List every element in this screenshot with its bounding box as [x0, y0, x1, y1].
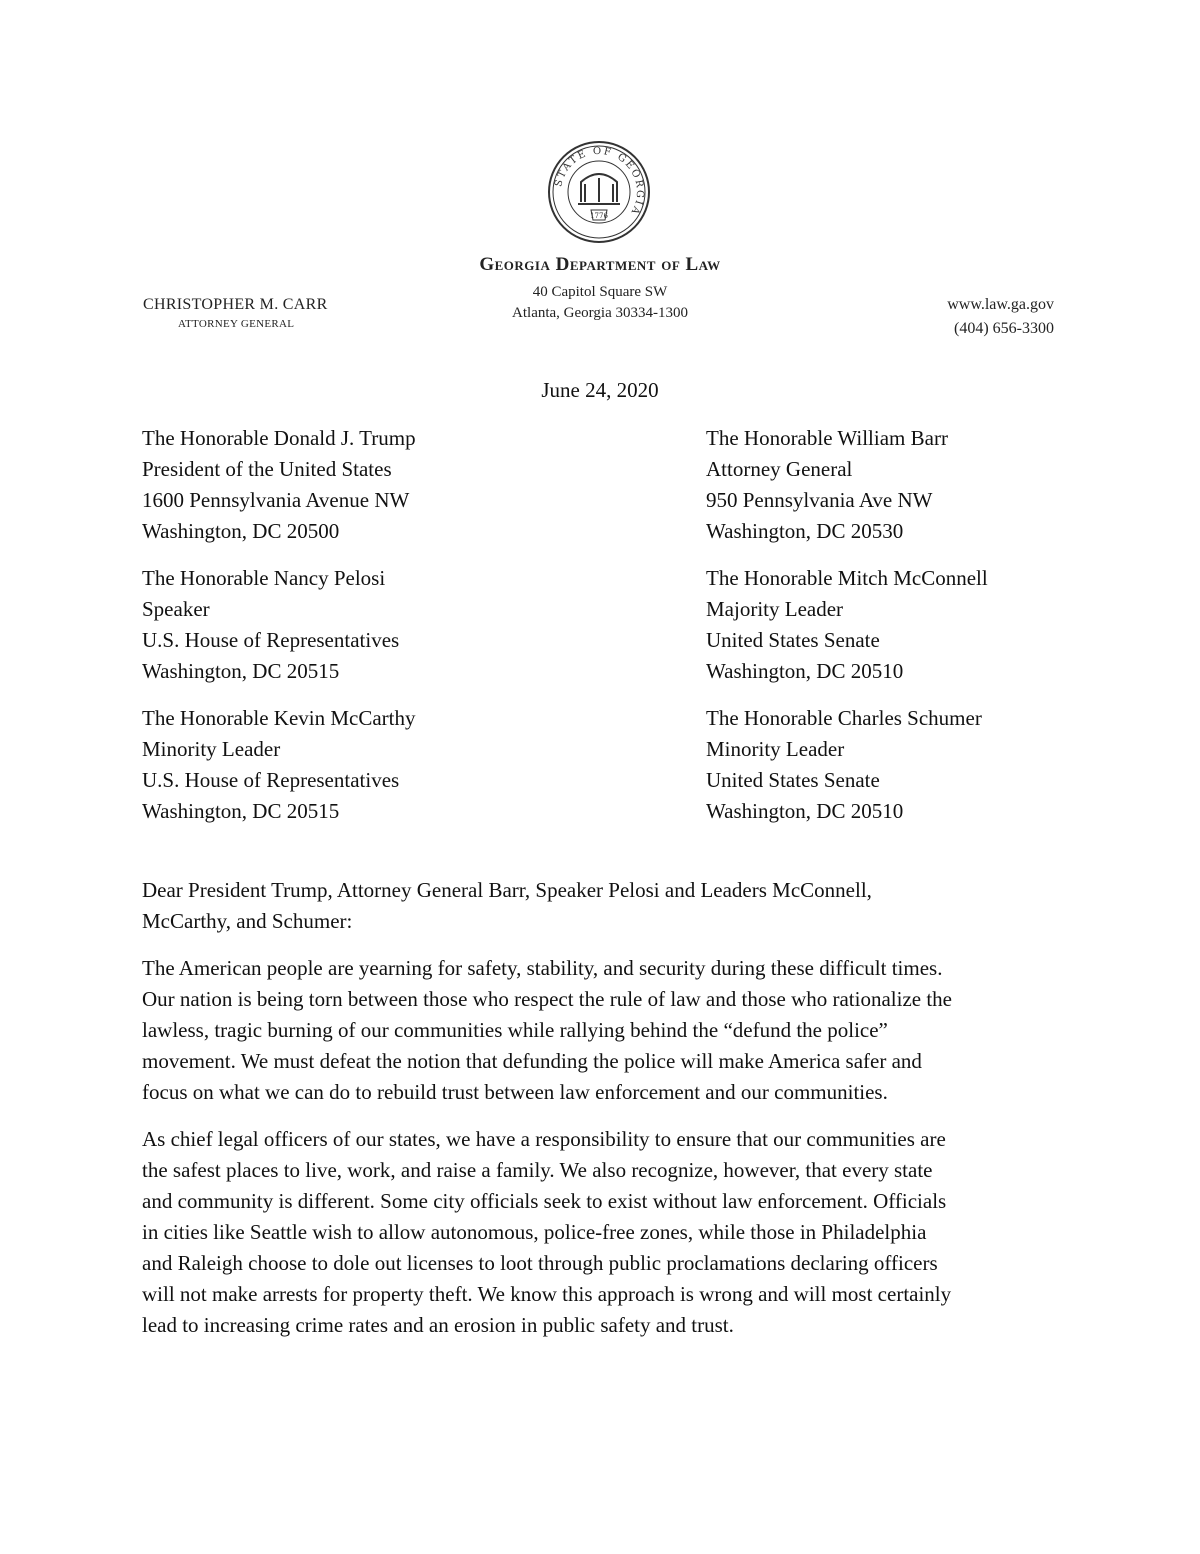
recipient-block	[706, 423, 948, 547]
paragraph-line: movement. We must defeat the notion that defunding the police will make America safer and	[142, 1049, 922, 1073]
recipient-line: Attorney General	[706, 457, 853, 481]
recipient-line: Washington, DC 20510	[706, 799, 904, 823]
svg-text:STATE OF GEORGIA: STATE OF GEORGIA	[553, 145, 646, 218]
recipient-line: The Honorable William Barr	[706, 426, 948, 450]
paragraph-line: lead to increasing crime rates and an erosion in public safety and trust.	[142, 1313, 734, 1337]
paragraph-line: lawless, tragic burning of our communities while rallying behind the “defund the police”	[142, 1018, 888, 1042]
recipient-block	[706, 563, 988, 687]
recipient-line: 1600 Pennsylvania Avenue NW	[142, 488, 410, 512]
recipient-block	[706, 703, 982, 827]
recipient-line: Minority Leader	[706, 737, 845, 761]
recipient-block	[142, 563, 399, 687]
recipient-line: Majority Leader	[706, 597, 844, 621]
salutation-line: McCarthy, and Schumer:	[142, 909, 353, 933]
recipient-line: President of the United States	[142, 457, 392, 481]
website-link[interactable]: www.law.ga.gov	[947, 296, 1054, 313]
state-seal-logo	[547, 140, 651, 244]
recipient-block	[142, 423, 416, 547]
recipient-line: 950 Pennsylvania Ave NW	[706, 488, 933, 512]
recipient-line: U.S. House of Representatives	[142, 628, 400, 652]
department-name: Georgia Department of Law	[479, 254, 721, 275]
recipient-line: Washington, DC 20515	[142, 659, 340, 683]
recipient-block	[142, 703, 416, 827]
recipient-line: Washington, DC 20515	[142, 799, 340, 823]
paragraph-line: focus on what we can do to rebuild trust between law enforcement and our communities.	[142, 1080, 888, 1104]
recipient-line: Speaker	[142, 597, 210, 621]
recipient-line: The Honorable Mitch McConnell	[706, 566, 988, 590]
paragraph-line: will not make arrests for property theft. We know this approach is wrong and will most certainly	[142, 1282, 952, 1306]
svg-text:1776: 1776	[590, 212, 608, 220]
attorney-general-name: CHRISTOPHER M. CARR	[143, 296, 328, 313]
address-line-1: 40 Capitol Square SW	[532, 284, 668, 300]
paragraph-line: Our nation is being torn between those who respect the rule of law and those who rationalize the	[142, 987, 953, 1011]
salutation	[142, 875, 1062, 937]
recipient-line: The Honorable Nancy Pelosi	[142, 566, 386, 590]
body-paragraph	[142, 1124, 1062, 1341]
recipient-line: U.S. House of Representatives	[142, 768, 400, 792]
attorney-general-title: ATTORNEY GENERAL	[178, 318, 295, 330]
address-line-2: Atlanta, Georgia 30334-1300	[512, 305, 688, 321]
salutation-line: Dear President Trump, Attorney General Barr, Speaker Pelosi and Leaders McConnell,	[142, 878, 872, 902]
letter-date: June 24, 2020	[541, 378, 659, 402]
paragraph-line: and community is different. Some city officials seek to exist without law enforcement. Officials	[142, 1189, 947, 1213]
recipient-line: Minority Leader	[142, 737, 281, 761]
recipient-line: The Honorable Donald J. Trump	[142, 426, 416, 450]
recipient-line: The Honorable Kevin McCarthy	[142, 706, 416, 730]
paragraph-line: the safest places to live, work, and raise a family. We also recognize, however, that every state	[142, 1158, 933, 1182]
recipient-line: The Honorable Charles Schumer	[706, 706, 982, 730]
paragraph-line: The American people are yearning for safety, stability, and security during these difficult times.	[142, 956, 943, 980]
body-paragraph	[142, 953, 1062, 1108]
recipient-line: United States Senate	[706, 768, 880, 792]
paragraph-line: and Raleigh choose to dole out licenses to loot through public proclamations declaring officers	[142, 1251, 938, 1275]
paragraph-line: As chief legal officers of our states, we have a responsibility to ensure that our communities are	[142, 1127, 946, 1151]
phone-number: (404) 656-3300	[954, 320, 1054, 337]
recipient-line: Washington, DC 20500	[142, 519, 340, 543]
recipient-line: Washington, DC 20530	[706, 519, 904, 543]
recipient-line: Washington, DC 20510	[706, 659, 904, 683]
paragraph-line: in cities like Seattle wish to allow autonomous, police-free zones, while those in Philadelphia	[142, 1220, 927, 1244]
recipient-line: United States Senate	[706, 628, 880, 652]
